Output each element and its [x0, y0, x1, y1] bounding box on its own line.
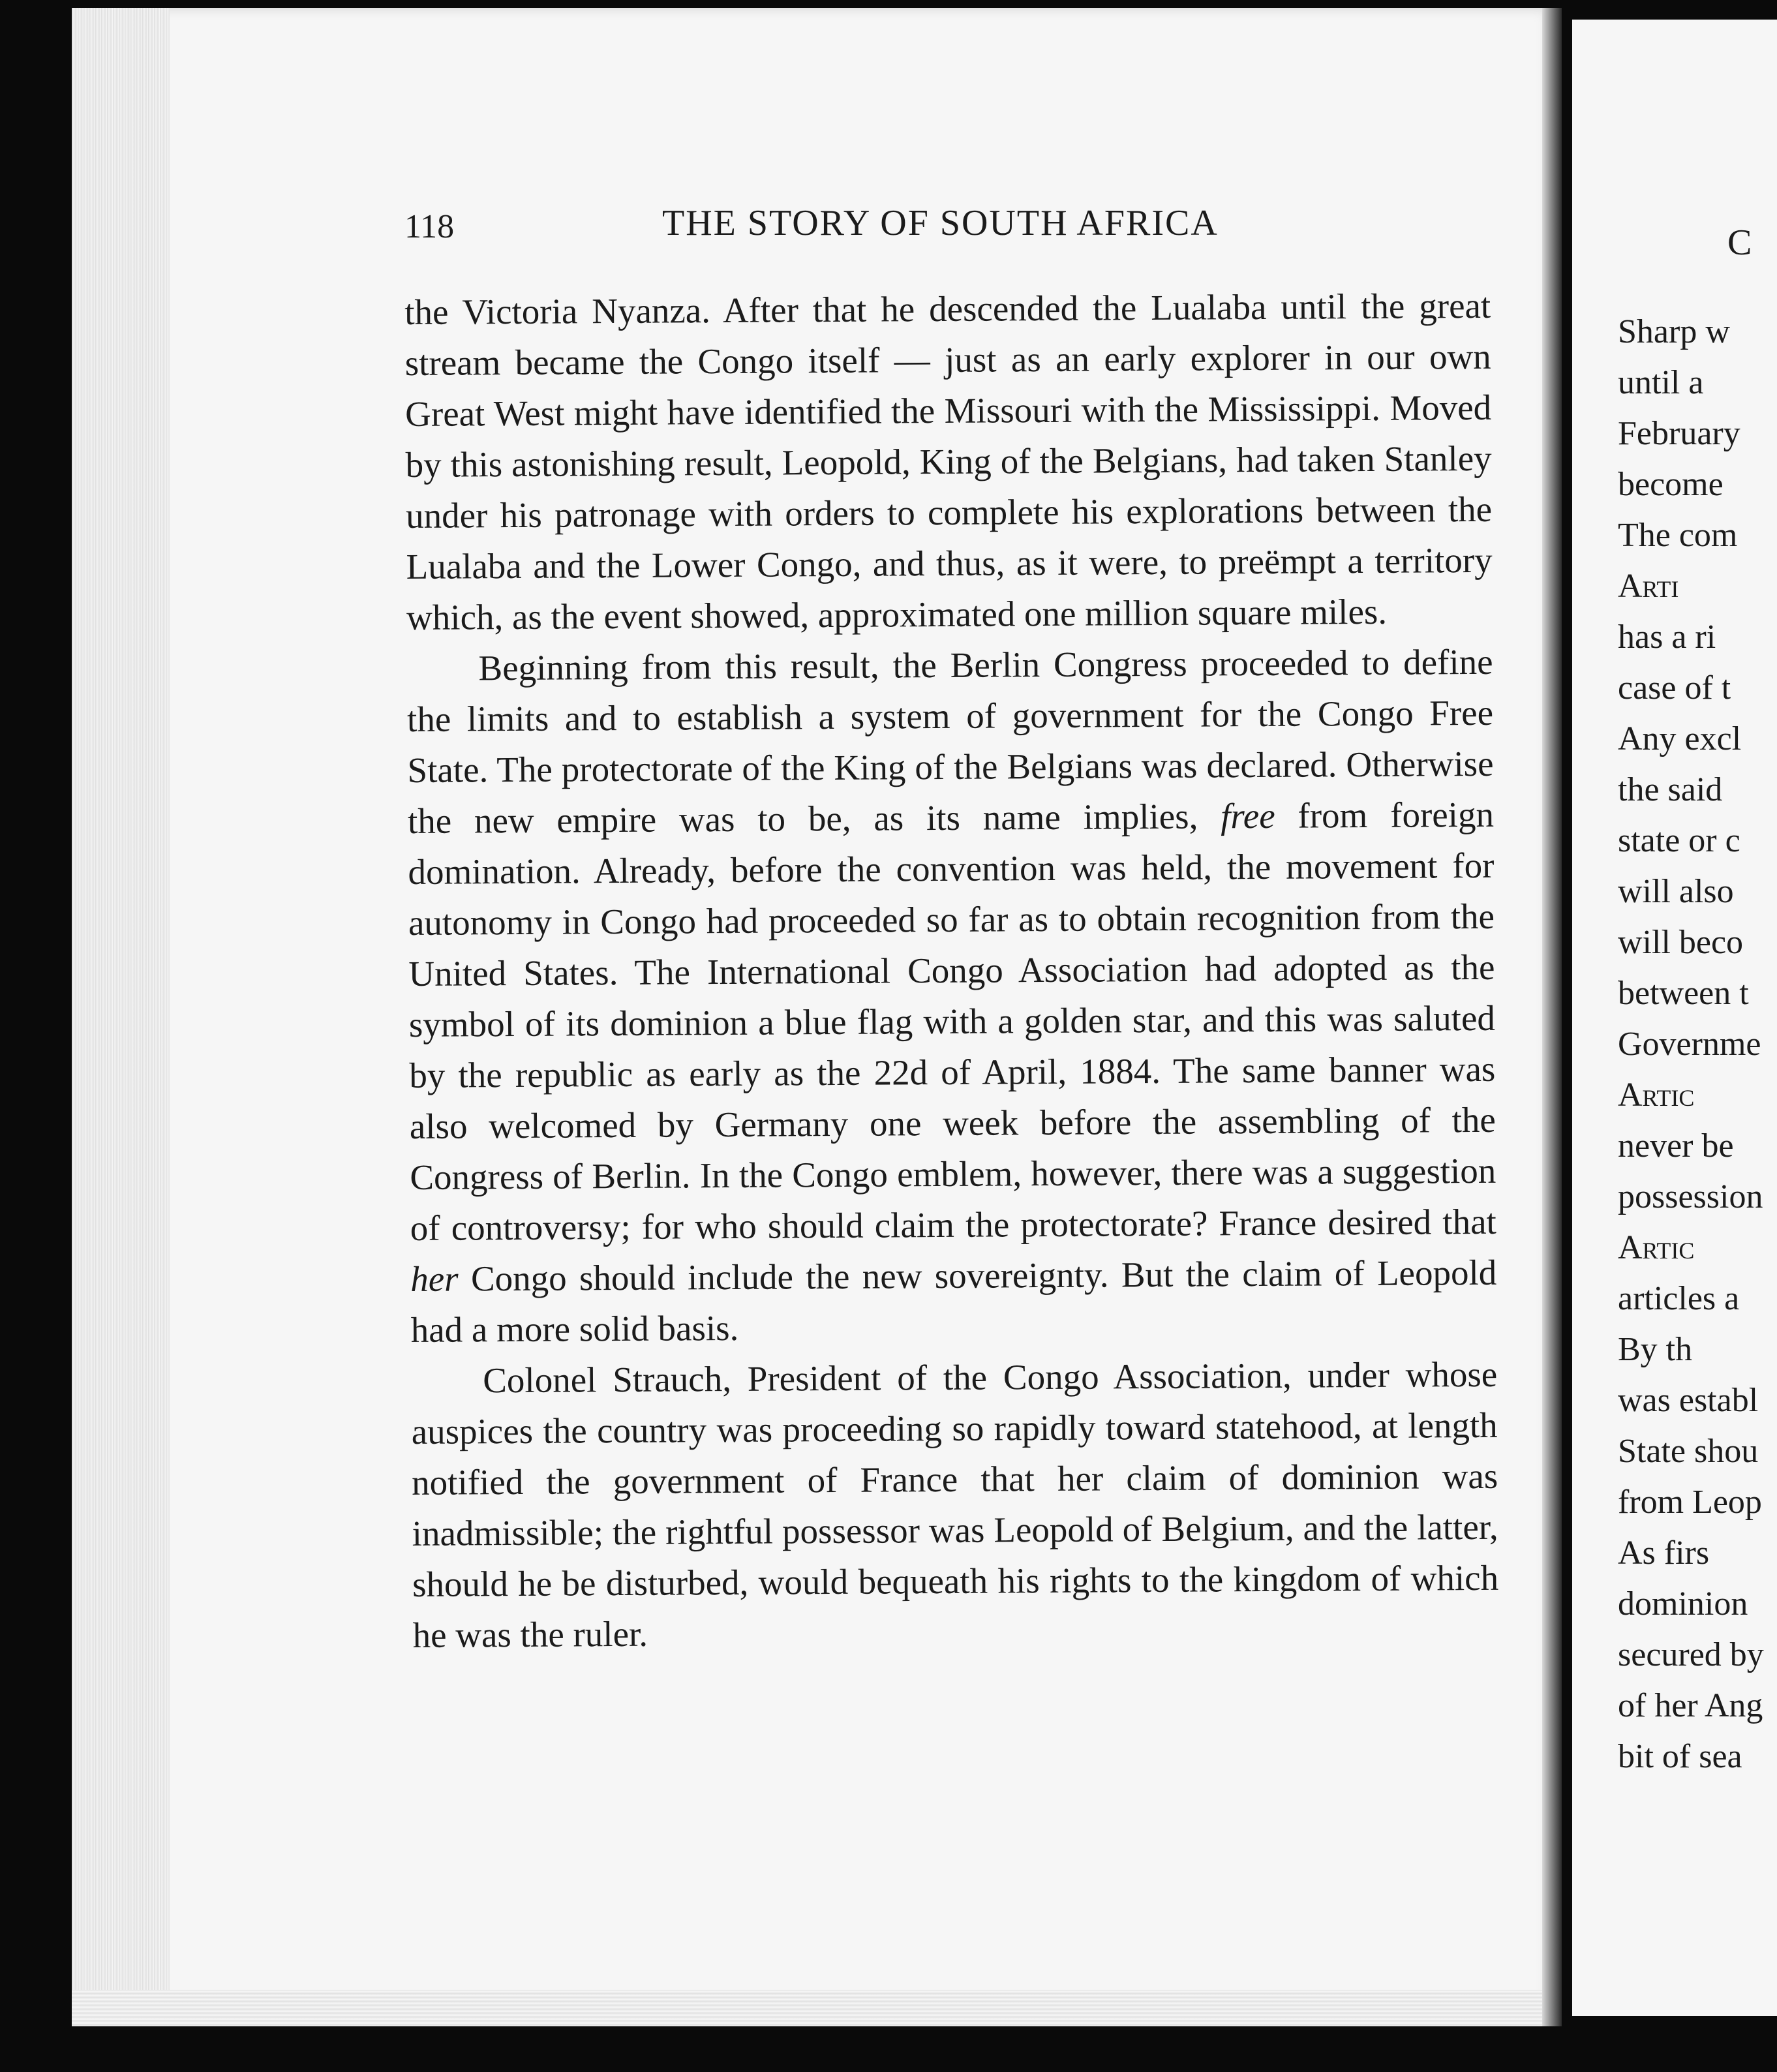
page-stack-edge — [72, 8, 170, 2026]
right-page-line: dominion — [1618, 1585, 1748, 1623]
right-page-line: between t — [1618, 975, 1749, 1012]
page-stack-bottom-edge — [72, 1990, 1549, 2026]
right-page-line: of her Ang — [1618, 1687, 1763, 1724]
paragraph-2 — [406, 637, 1497, 1356]
right-page-line: articles a — [1618, 1280, 1740, 1317]
right-page-line: Any excl — [1618, 720, 1742, 757]
right-page-line: until a — [1618, 364, 1704, 401]
right-page-line: Governme — [1618, 1026, 1761, 1063]
paragraph-3: Colonel Strauch, President of the Congo Association, under whose auspices the country was proceeding so rapidly toward statehood, at length notified the government of France that her claim of dominion was inadmissible; the rightful possessor was Leopold of Belgium, and the latter, should he be disturbed, would bequeath his rights to the kingdom of which he was the ruler. — [411, 1354, 1499, 1655]
paragraph-2-part-1: Beginning from this result, the Berlin Congress proceeded to define the limits and to establish a system of government for the Congo Free State. The protectorate of the King of the Belgians was declared. Otherwise the new empire was to be, as its name implies, — [406, 641, 1494, 841]
paragraph-2-part-2: from foreign domination. Already, before the convention was held, the movement for autonomy in Congo had proceeded so far as to obtain recognition from the United States. The International Congo Association had adopted as the symbol of its dominion a blue flag with a golden star, and this was saluted by the republic as early as the 22d of April, 1884. The same banner was also welcomed by Germany one week before the assembling of the Congress of Berlin. In the Congo emblem, however, there was a suggestion of controversy; for who should claim the protectorate? France desired that — [408, 794, 1496, 1248]
right-page-line: February — [1618, 415, 1740, 452]
right-page-line: Arti — [1618, 568, 1679, 605]
right-running-head-fragment: C — [1727, 222, 1752, 263]
paragraph-1: the Victoria Nyanza. After that he descended the Lualaba until the great stream became the Congo itself — just as an early explorer in our own Great West might have identified the Missouri with the Mississippi. Moved by this astonishing result, Leopold, King of the Belgians, had taken Stanley under his patronage with orders to complete his explorations between the Lualaba and the Lower Congo, and thus, as it were, to preëmpt a territory which, as the event showed, approximated one million square miles. — [404, 285, 1493, 637]
right-page-line: was establ — [1618, 1382, 1759, 1419]
right-page-line: state or c — [1618, 822, 1740, 859]
right-page-line: case of t — [1618, 669, 1731, 707]
running-head: THE STORY OF SOUTH AFRICA — [662, 203, 1219, 243]
right-page-line: the said — [1618, 771, 1723, 808]
right-page-line: State shou — [1618, 1433, 1759, 1470]
right-page-line: possession — [1618, 1178, 1763, 1215]
right-page-line: never be — [1618, 1127, 1734, 1165]
right-page-line: bit of sea — [1618, 1738, 1742, 1775]
italic-her: her — [410, 1258, 459, 1299]
right-page-line: As firs — [1618, 1534, 1710, 1572]
right-page-line: will beco — [1618, 924, 1744, 961]
right-page-text — [1618, 307, 1777, 1782]
book-gutter — [1542, 8, 1562, 2026]
right-page-line: become — [1618, 466, 1724, 503]
right-page-line: Artic — [1618, 1229, 1695, 1266]
right-page-line: By th — [1618, 1331, 1693, 1368]
page-header — [404, 196, 1474, 248]
right-page-line: Sharp w — [1618, 313, 1730, 350]
right-page-line: The com — [1618, 517, 1738, 554]
right-page-line: will also — [1618, 873, 1734, 910]
page-number: 118 — [404, 208, 455, 245]
page-body — [404, 281, 1499, 1661]
paragraph-2-part-3: Congo should include the new sovereignty. But the claim of Leopold had a more solid basis. — [410, 1252, 1497, 1350]
right-page-line: has a ri — [1618, 618, 1716, 656]
italic-free: free — [1220, 795, 1275, 836]
right-page-line: Artic — [1618, 1076, 1695, 1114]
right-page-line: from Leop — [1618, 1484, 1762, 1521]
right-page-line: secured by — [1618, 1636, 1764, 1673]
